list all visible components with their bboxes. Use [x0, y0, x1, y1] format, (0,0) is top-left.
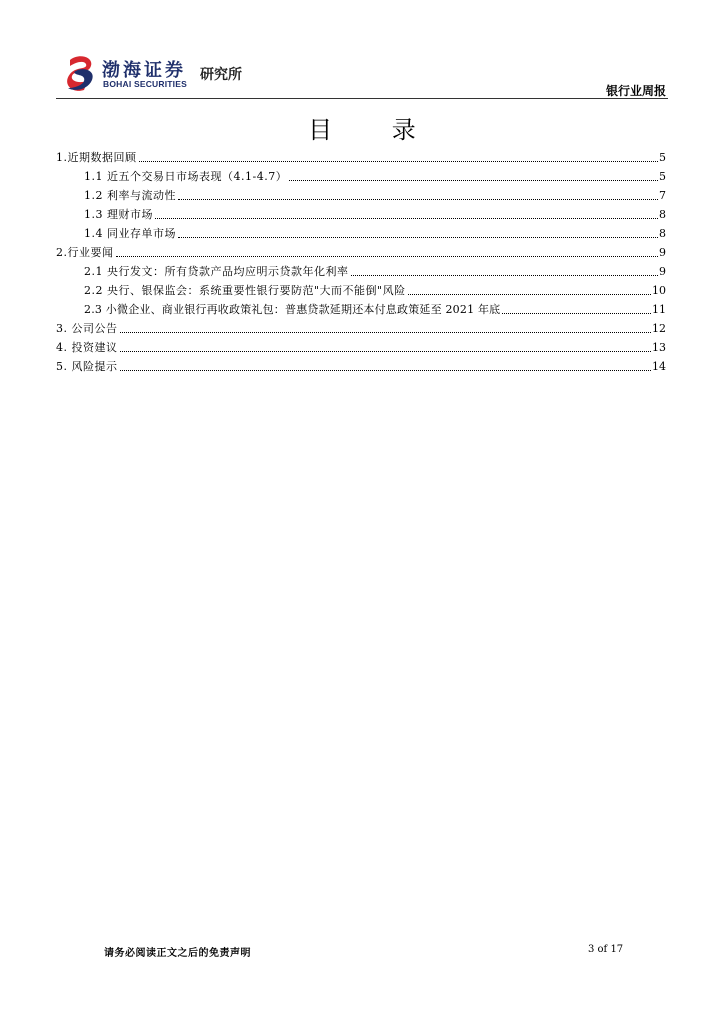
toc-leader: [120, 332, 652, 333]
toc-entry-title: 2.1 央行发文：所有贷款产品均应明示贷款年化利率: [84, 265, 349, 278]
toc-leader: [289, 180, 658, 181]
toc-entry-title: 3. 公司公告: [56, 322, 118, 335]
toc-entry-page: 12: [652, 322, 666, 335]
toc-entry[interactable]: [56, 222, 666, 241]
toc-entry[interactable]: [56, 241, 666, 260]
department-label: 研究所: [200, 67, 242, 83]
toc-leader: [351, 275, 659, 276]
toc-entry-title: 5. 风险提示: [56, 360, 118, 373]
toc-leader: [120, 351, 652, 352]
logo-chinese-name: 渤海证券: [102, 60, 186, 81]
toc-entry-title: 2.2 央行、银保监会：系统重要性银行要防范"大而不能倒"风险: [84, 284, 406, 297]
toc-entry-title: 1.近期数据回顾: [56, 151, 137, 164]
toc-entry-page: 8: [659, 227, 666, 240]
toc-entry-page: 10: [652, 284, 666, 297]
bohai-logo-icon: [66, 54, 98, 94]
toc-entry-title: 2.行业要闻: [56, 246, 114, 259]
toc-entry-title: 1.4 同业存单市场: [84, 227, 176, 240]
toc-entry[interactable]: [56, 317, 666, 336]
toc-leader: [120, 370, 652, 371]
header-divider: [56, 98, 668, 99]
toc-entry-page: 8: [659, 208, 666, 221]
report-type: 银行业周报: [605, 84, 666, 98]
toc-entry[interactable]: [56, 203, 666, 222]
toc-entry[interactable]: [56, 336, 666, 355]
toc-entry-title: 1.1 近五个交易日市场表现（4.1-4.7）: [84, 170, 288, 183]
toc-entry[interactable]: [56, 298, 666, 317]
toc-entry-title: 1.3 理财市场: [84, 208, 153, 221]
toc-entry-page: 14: [652, 360, 666, 373]
toc-entry[interactable]: [56, 146, 666, 165]
toc-leader: [178, 237, 658, 238]
toc-entry-page: 5: [659, 170, 666, 183]
toc-leader: [408, 294, 651, 295]
toc-entry-page: 13: [652, 341, 666, 354]
toc-entry-title: 1.2 利率与流动性: [84, 189, 176, 202]
toc-entry-page: 9: [659, 265, 666, 278]
toc-entry[interactable]: [56, 260, 666, 279]
toc-leader: [139, 161, 659, 162]
toc-entry[interactable]: [56, 279, 666, 298]
toc-leader: [155, 218, 658, 219]
page-number: 3 of 17: [588, 944, 624, 955]
toc-leader: [178, 199, 658, 200]
logo-english-name: BOHAI SECURITIES: [103, 79, 187, 89]
toc-entry-title: 4. 投资建议: [56, 341, 118, 354]
toc-leader: [502, 313, 651, 314]
disclaimer-note: 请务必阅读正文之后的免责声明: [104, 948, 251, 959]
toc-title: 目 录: [308, 116, 442, 144]
toc-entry-page: 11: [652, 303, 666, 316]
toc-entry-page: 7: [659, 189, 666, 202]
toc-leader: [116, 256, 659, 257]
table-of-contents: [56, 146, 666, 374]
toc-entry[interactable]: [56, 184, 666, 203]
toc-entry-title: 2.3 小微企业、商业银行再收政策礼包：普惠贷款延期还本付息政策延至 2021 年底: [84, 303, 501, 316]
toc-entry[interactable]: [56, 355, 666, 374]
toc-entry-page: 5: [659, 151, 666, 164]
toc-entry[interactable]: [56, 165, 666, 184]
toc-entry-page: 9: [659, 246, 666, 259]
